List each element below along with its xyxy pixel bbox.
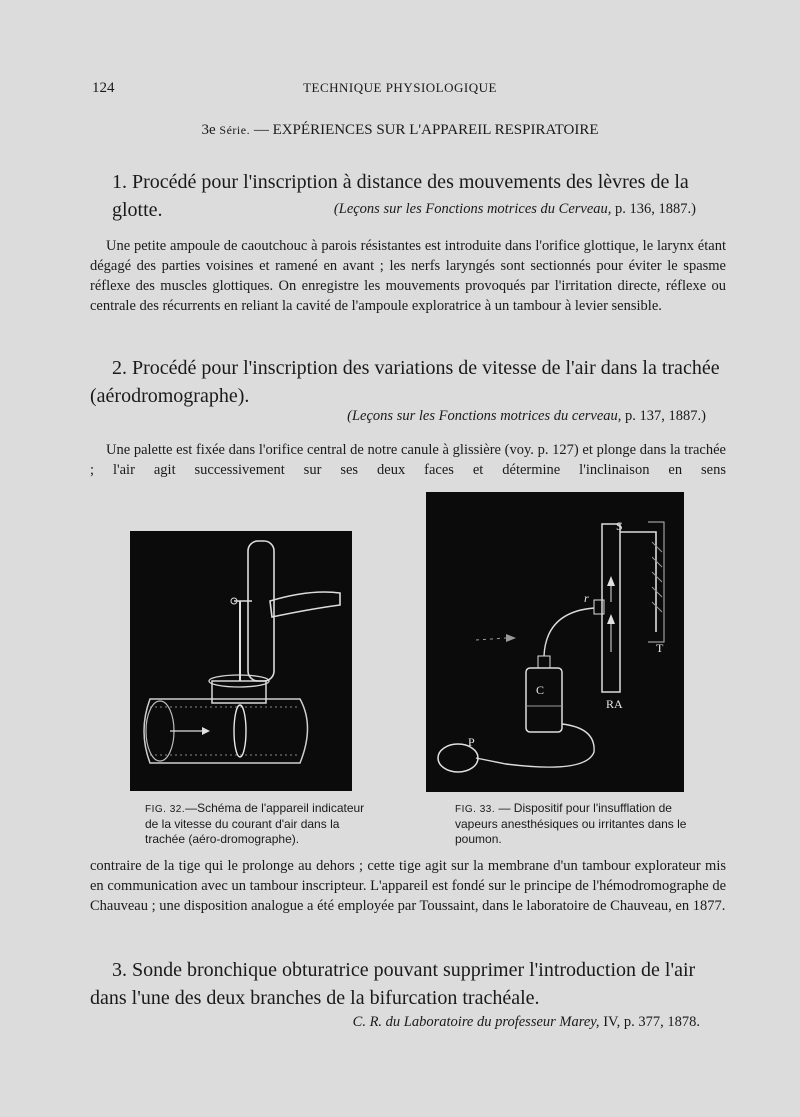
- figure-33-image: [426, 492, 684, 792]
- section-3-heading-line1: 3. Sonde bronchique obturatrice pouvant supprimer l'introduction de l'air: [112, 959, 696, 981]
- figure-32-image: [130, 531, 352, 791]
- section-2-citation: [200, 408, 706, 425]
- figure-33-label: FIG. 33.: [455, 804, 496, 815]
- section-1-citation-rest: p. 136, 1887.): [611, 201, 696, 217]
- figure-32-caption: [145, 801, 365, 847]
- series-heading: [0, 122, 800, 139]
- figure-33-caption: [455, 801, 695, 847]
- section-1-heading: 1. Procédé pour l'inscription à distance des mouvements des lèvres de la glotte.: [112, 171, 689, 221]
- section-3-heading-line2: dans l'une des deux branches de la bifurcation trachéale.: [90, 987, 540, 1009]
- section-3-heading: [90, 956, 726, 1012]
- label-t: T: [656, 641, 664, 655]
- page-number: 124: [92, 80, 115, 96]
- section-1-body: Une petite ampoule de caoutchouc à parois résistantes est introduite dans l'orifice glottique, le larynx étant dégagé des parties voisines et ramené en avant ; les nerfs laryngés sont sectionnés pour éviter le spasme réflexe des muscles glottiques. On enregistre les mouvements provoqués par l'irritation directe, réflexe ou centrale des récurrents en reliant la cavité de l'ampoule exploratrice à un tambour à levier sensible.: [90, 238, 726, 314]
- section-2-body-before: Une palette est fixée dans l'orifice central de notre canule à glissière (voy. p. 127) et plonge dans la trachée ; l'air agit successivement sur ses deux faces et détermine l'inclinaison en sens: [90, 442, 726, 478]
- label-s: S: [616, 519, 623, 533]
- figure-33-caption-text: — Dispositif pour l'insufflation de vapeurs anesthésiques ou irritantes dans le poumon.: [455, 801, 687, 846]
- section-2-heading-line2: (aérodromographe).: [90, 385, 250, 407]
- figure-32-caption-text: —Schéma de l'appareil indicateur de la vitesse du courant d'air dans la trachée (aéro-dromographe).: [145, 801, 365, 846]
- label-ra: RA: [606, 697, 623, 711]
- series-prefix: 3e: [201, 122, 220, 138]
- section-2-citation-rest: p. 137, 1887.): [621, 408, 706, 424]
- section-2-body-after: contraire de la tige qui le prolonge au dehors ; cette tige agit sur la membrane d'un tambour explorateur mis en communication avec un tambour inscripteur. L'appareil est fondé sur le principe de l'hémodromographe de Chauveau ; une disposition analogue a été employée par Toussaint, dans le laboratoire de Chauveau, en 1877.: [90, 858, 726, 914]
- label-r: r: [584, 591, 589, 605]
- section-3-citation-rest: IV, p. 377, 1878.: [599, 1014, 700, 1030]
- section-2-citation-italic: (Leçons sur les Fonctions motrices du cerveau,: [347, 408, 622, 424]
- label-c: C: [536, 683, 545, 697]
- figure-32-label: FIG. 32.: [145, 804, 186, 815]
- section-2-heading-line1: 2. Procédé pour l'inscription des variations de vitesse de l'air dans la trachée: [112, 357, 720, 379]
- section-1-citation-italic: (Leçons sur les Fonctions motrices du Cerveau,: [333, 201, 612, 217]
- section-3-citation: [200, 1014, 700, 1031]
- series-title: — EXPÉRIENCES SUR L'APPAREIL RESPIRATOIRE: [250, 122, 599, 138]
- section-1-citation: [200, 201, 696, 218]
- section-2-heading: [90, 354, 726, 410]
- section-3-citation-italic: C. R. du Laboratoire du professeur Marey,: [352, 1014, 600, 1030]
- series-small-caps: Série.: [219, 123, 251, 137]
- label-p: P: [468, 735, 475, 749]
- running-title: TECHNIQUE PHYSIOLOGIQUE: [303, 80, 497, 95]
